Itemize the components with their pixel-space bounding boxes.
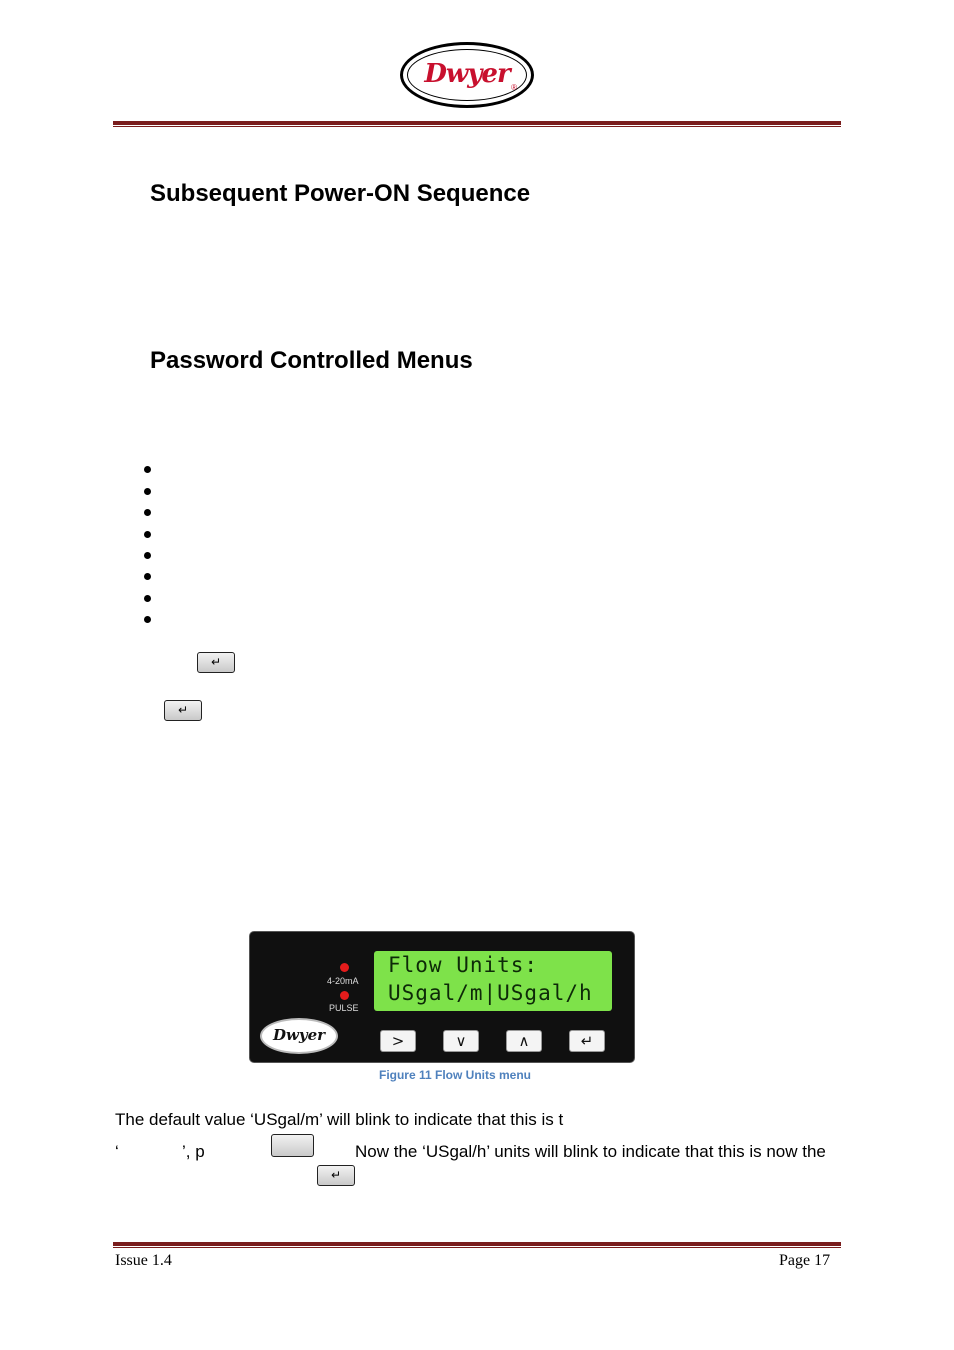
paragraph-line-2-start: ‘	[115, 1142, 119, 1161]
up-button[interactable]: ∧	[506, 1030, 542, 1052]
lcd-line-2: USgal/m|USgal/h	[388, 981, 593, 1005]
list-bullet	[144, 509, 151, 516]
footer-rule	[113, 1242, 841, 1246]
paragraph-line-2-end: Now the ‘USgal/h’ units will blink to indicate that this is now the	[355, 1142, 826, 1161]
down-button[interactable]: ∨	[443, 1030, 479, 1052]
footer-rule-thin	[113, 1247, 841, 1248]
password-menus-heading: Password Controlled Menus	[150, 347, 473, 374]
figure-caption: Figure 11 Flow Units menu	[378, 1068, 532, 1082]
paragraph-line-1: The default value ‘USgal/m’ will blink to indicate that this is t	[115, 1110, 564, 1129]
power-on-heading: Subsequent Power-ON Sequence	[150, 180, 531, 207]
list-bullet	[144, 466, 151, 473]
paragraph-line-2-mid: ’, p	[182, 1142, 205, 1161]
list-bullet	[144, 531, 151, 538]
blank-key-icon	[271, 1134, 314, 1157]
logo-registered-mark: ®	[511, 83, 517, 92]
enter-button[interactable]: ↵	[569, 1030, 605, 1052]
lcd-line-1: Flow Units:	[388, 953, 539, 977]
led-pulse	[340, 991, 349, 1000]
header-rule-thin	[113, 126, 841, 127]
list-bullet	[144, 573, 151, 580]
issue-label: Issue 1.4	[115, 1252, 172, 1269]
led-4-20ma	[340, 963, 349, 972]
flow-meter-panel	[249, 931, 635, 1063]
enter-key-icon: ↵	[197, 652, 235, 673]
header-rule	[113, 121, 841, 125]
lcd-display	[374, 951, 612, 1011]
enter-key-icon: ↵	[317, 1165, 355, 1186]
list-bullet	[144, 552, 151, 559]
list-bullet	[144, 616, 151, 623]
led-label-pulse: PULSE	[329, 1003, 359, 1013]
right-button[interactable]: >	[380, 1030, 416, 1052]
device-logo-text: Dwyer	[272, 1026, 326, 1044]
enter-key-icon: ↵	[164, 700, 202, 721]
logo-text: Dwyer	[424, 59, 510, 89]
list-bullet	[144, 488, 151, 495]
led-label-4-20ma: 4-20mA	[327, 976, 359, 986]
dwyer-logo	[400, 42, 534, 108]
device-dwyer-logo	[260, 1018, 338, 1054]
list-bullet	[144, 595, 151, 602]
page-number: Page 17	[779, 1252, 831, 1269]
